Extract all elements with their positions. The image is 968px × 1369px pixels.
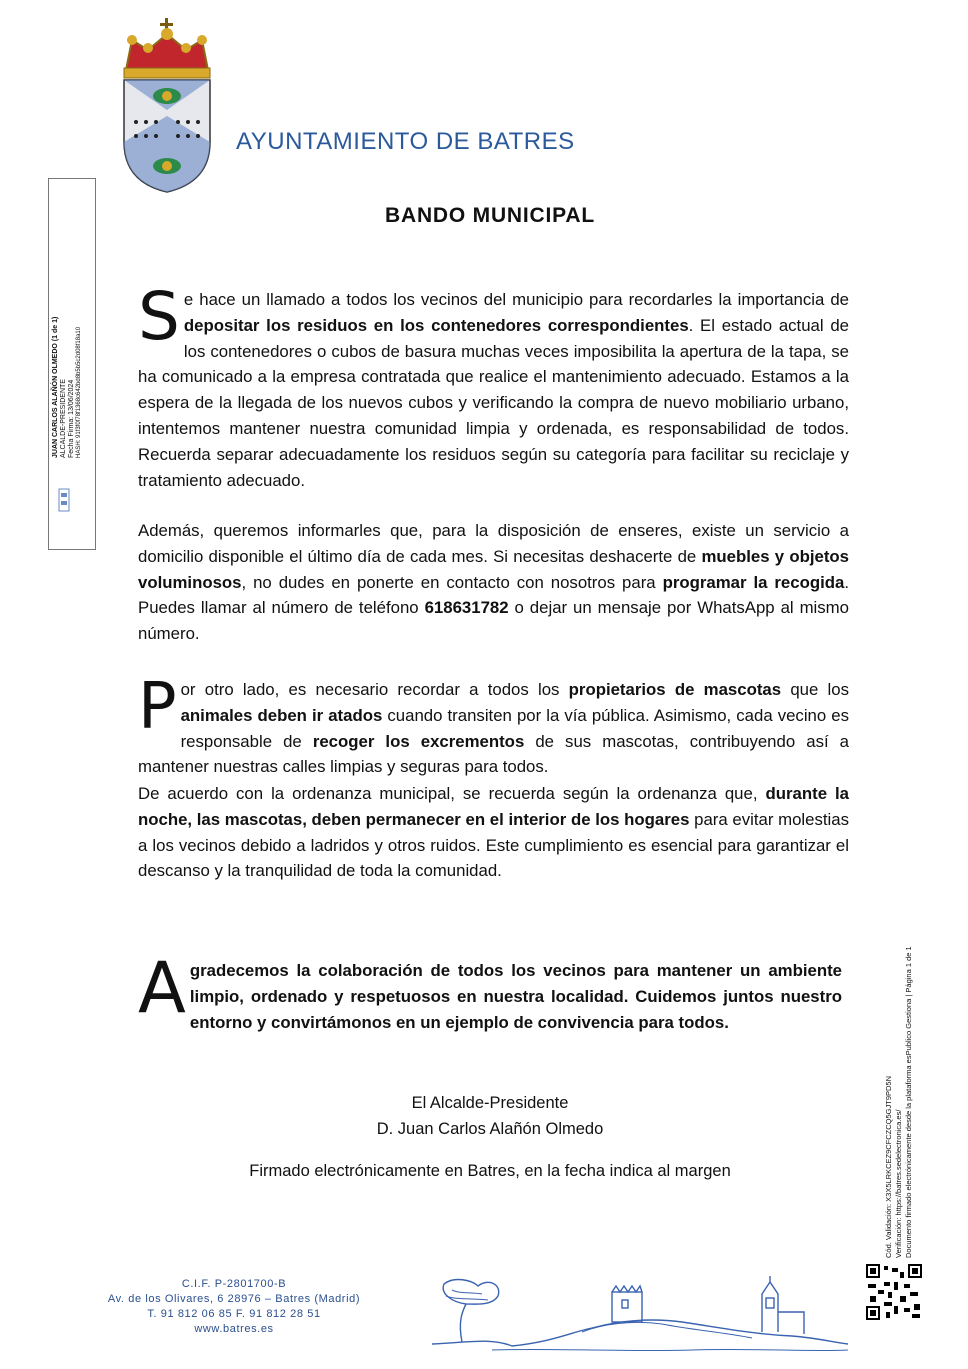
organization-name: AYUNTAMIENTO DE BATRES	[236, 128, 575, 155]
phone-number: 618631782	[424, 598, 509, 618]
document-title: BANDO MUNICIPAL	[385, 204, 595, 227]
signatory-role: El Alcalde-Presidente	[411, 1094, 569, 1112]
landscape-sketch-icon	[432, 1272, 848, 1356]
footer-address: Av. de los Olivares, 6 28976 – Batres (Madrid)	[107, 1293, 361, 1305]
signer-role: ALCALDE-PRESIDENTE	[60, 379, 67, 458]
drop-cap: A	[138, 947, 186, 1029]
sign-date: Fecha Firma: 13/06/2024	[68, 379, 75, 458]
signatory-name: D. Juan Carlos Alañón Olmedo	[376, 1120, 604, 1138]
qr-code-icon	[866, 1264, 922, 1320]
paragraph-ordinance: De acuerdo con la ordenanza municipal, se recuerda según la ordenanza que, durante la noche, las mascotas, deben permanecer en el interior de los hogares para evitar molestias a los vecinos debido a ladridos y otros ruidos. Este cumplimiento es esencial para garantizar el descanso y la tranquilidad de toda la comunidad.	[138, 784, 849, 881]
paragraph-furniture-pickup: Además, queremos informarles que, para la disposición de enseres, existe un servicio a domicilio disponible el último día de cada mes. Si necesitas deshacerte de muebles y objetos voluminosos, no dudes en ponerte en contacto con nosotros para programar la recogida. Puedes llamar al número de teléfono 618631782 o dejar un mensaje por WhatsApp al mismo número.	[138, 521, 849, 644]
paragraph-thanks: Agradecemos la colaboración de todos los vecinos para mantener un ambiente limpio, ordenado y respetuosos en nuestra localidad. Cuidemos juntos nuestro entorno y convirtámonos en un ejemplo de convivencia para todos.	[138, 947, 842, 1032]
sign-hash: HASH: 91f3f0f78f1368c642bd8b5b5c2d08f18a10	[76, 326, 82, 458]
coat-of-arms-icon	[118, 18, 216, 194]
seal-icon	[58, 488, 70, 512]
signed-doc-note: Documento firmado electrónicamente desde la plataforma esPublico Gestiona | Página 1 de 1	[904, 946, 913, 1258]
signer-name: JUAN CARLOS ALAÑÓN OLMEDO (1 de 1)	[52, 316, 59, 458]
paragraph-waste: Se hace un llamado a todos los vecinos del municipio para recordarles la importancia de depositar los residuos en los contenedores correspondientes. El estado actual de los contenedores o cubos de basura muchas veces imposibilita la apertura de la tapa, se ha comunicado a la empresa contratada que realice el mantenimiento adecuado. Estamos a la espera de la llegada de los nuevos cubos y verificando la compra de nuevo mobiliario urbano, intentemos mantener nuestra comunidad limpia y ordenada, es responsabilidad de todos. Recuerda separar adecuadamente los residuos según su categoría para facilitar su reciclaje y tratamiento adecuado.	[138, 278, 849, 490]
electronic-signature-note: Firmado electrónicamente en Batres, en la fecha indica al margen	[249, 1162, 731, 1180]
footer-phones: T. 91 812 06 85 F. 91 812 28 51	[147, 1308, 321, 1320]
verification-url: Verificación: https://batres.sedelectronica.es/	[894, 1109, 903, 1258]
footer-website[interactable]: www.batres.es	[194, 1323, 274, 1335]
drop-cap: P	[138, 670, 177, 744]
drop-cap: S	[138, 278, 180, 355]
validation-code: Cód. Validación: X3X5LRKCEZ9CFCZCQ5GJT9PD5N	[884, 1075, 893, 1258]
footer-cif: C.I.F. P-2801700-B	[181, 1278, 287, 1290]
paragraph-pets: Por otro lado, es necesario recordar a todos los propietarios de mascotas que los animales deben ir atados cuando transiten por la vía pública. Asimismo, cada vecino es responsable de recoger los excrementos de sus mascotas, contribuyendo así a mantener nuestras calles limpias y seguras para todos.	[138, 670, 850, 777]
